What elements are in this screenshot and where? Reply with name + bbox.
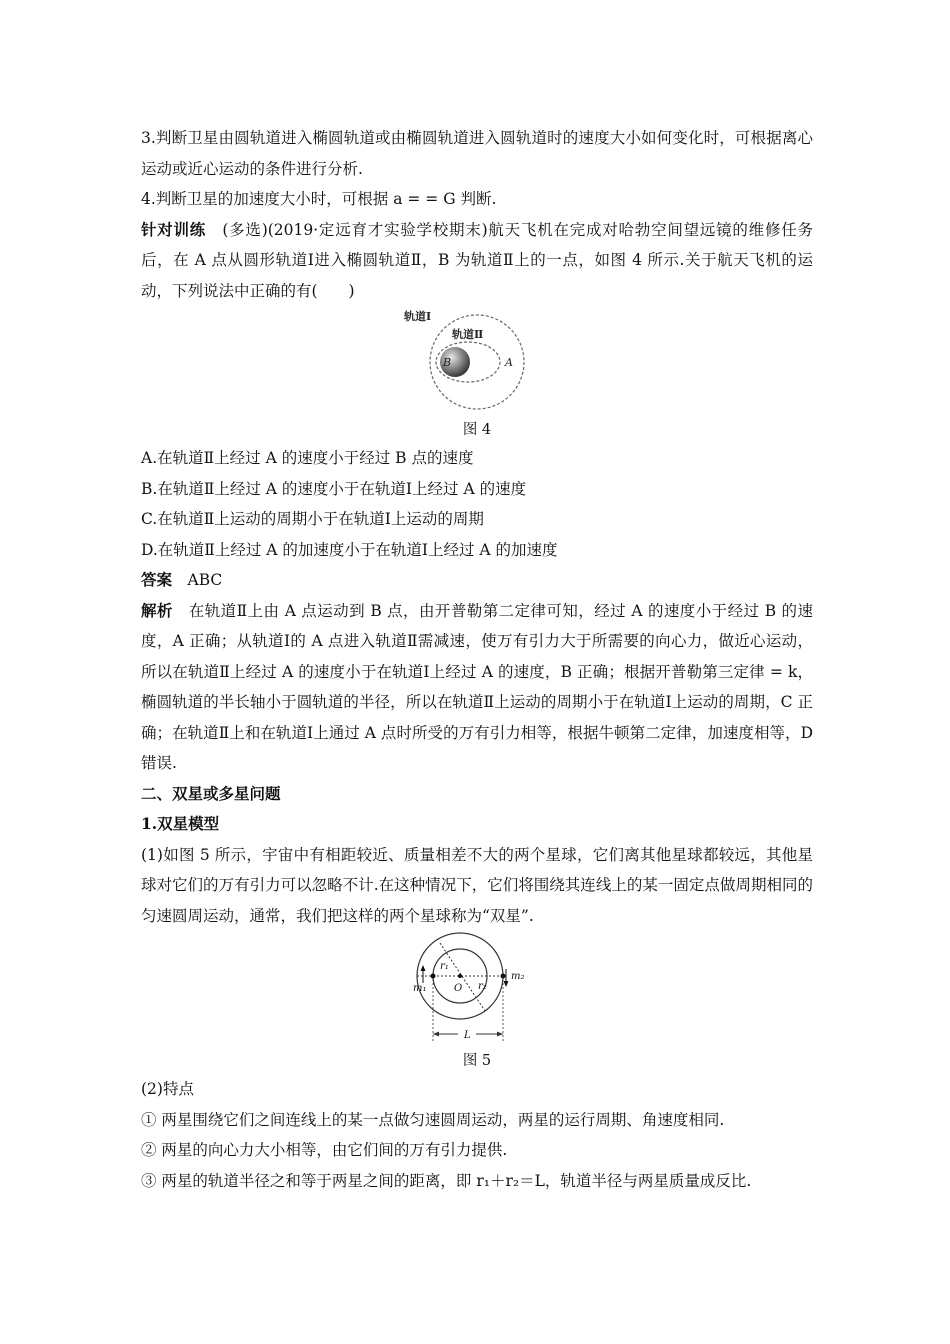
feature-2: ② 两星的向心力大小相等，由它们间的万有引力提供. [141,1141,508,1159]
features-title: (2)特点 [141,1080,194,1098]
figure-5 [141,931,813,1047]
figure-4-caption: 图 4 [462,422,492,438]
l-arrow-right-icon [497,1032,503,1037]
option-d: D.在轨道Ⅱ上经过 A 的加速度小于在轨道Ⅰ上经过 A 的加速度 [141,540,558,559]
r1-label: r₁ [440,961,449,972]
diameter-line [440,943,485,1011]
star-2 [501,974,506,979]
center-point [458,974,462,978]
arrow-head-2-icon [504,981,509,987]
document-page [141,123,813,1196]
binary-paragraph: (1)如图 5 所示，宇宙中有相距较近、质量相差不大的两个星球，它们离其他星球都较远，其他星球对它们的万有引力可以忽略不计.在这种情况下，它们将围绕其连线上的某一固定点做周期相同的匀速圆周运动，通常，我们把这样的两个星球称为“双星”. [141,845,813,925]
exercise-text: (多选)(2019·定远育才实验学校期末)航天飞机在完成对哈勃空间望远镜的维修任务后，在 A 点从圆形轨道Ⅰ进入椭圆轨道Ⅱ，B 为轨道Ⅱ上的一点，如图 4 所示.关于航天飞机的运动，下列说法中正确的有( ) [141,220,813,300]
subsection-1-title: 1.双星模型 [141,814,220,833]
orbit-1-label: 轨道Ⅰ [404,310,432,323]
paragraph-3: 3.判断卫星由圆轨道进入椭圆轨道或由椭圆轨道进入圆轨道时的速度大小如何变化时，可根据离心运动或近心运动的条件进行分析. [141,129,813,178]
exercise-paragraph [141,215,813,307]
option-c: C.在轨道Ⅱ上运动的周期小于在轨道Ⅰ上运动的周期 [141,510,484,528]
figure-5-caption: 图 5 [462,1053,492,1069]
answer-value: ABC [172,571,223,589]
figure-4 [141,306,813,416]
arrow-head-1-icon [421,965,426,971]
orbit-diagram [402,306,552,412]
answer-line [141,565,813,596]
analysis-text: 在轨道Ⅱ上由 A 点运动到 B 点，由开普勒第二定律可知，经过 A 的速度小于经过 B 的速度，A 正确；从轨道Ⅰ的 A 点进入轨道Ⅱ需减速，使万有引力大于所需要的向心力，做近心运动，所以在轨道Ⅱ上经过 A 的速度小于在轨道Ⅰ上经过 A 的速度，B 正确；根据开普勒第三定律 = k，椭圆轨道的半长轴小于圆轨道的半径，所以在轨道Ⅱ上运动的周期小于在轨道Ⅰ上运动的周期，C 正确；在轨道Ⅱ上和在轨道Ⅰ上通过 A 点时所受的万有引力相等，根据牛顿第二定律，加速度相等，D 错误. [141,601,813,772]
l-label: L [464,1030,471,1041]
r2-label: r₂ [478,981,487,992]
point-b-label: B [443,356,452,369]
paragraph-4: 4.判断卫星的加速度大小时，可根据 a = = G 判断. [141,190,497,208]
orbit-2-label: 轨道Ⅱ [452,328,484,341]
answer-label: 答案 [141,570,173,589]
point-a-label: A [505,356,513,369]
option-b: B.在轨道Ⅱ上经过 A 的速度小于在轨道Ⅰ上经过 A 的速度 [141,479,527,498]
o-label: O [454,983,463,994]
binary-star-diagram [412,931,542,1043]
exercise-label: 针对训练 [141,219,207,239]
option-a: A.在轨道Ⅱ上经过 A 的速度小于经过 B 点的速度 [141,449,474,467]
feature-3: ③ 两星的轨道半径之和等于两星之间的距离，即 r₁＋r₂＝L，轨道半径与两星质量成反比. [141,1171,752,1190]
analysis-paragraph [141,596,813,779]
l-arrow-left-icon [433,1032,439,1037]
analysis-label: 解析 [141,600,173,620]
star-1 [431,974,436,979]
m1-label: m₁ [413,983,427,994]
section-2-title: 二、双星或多星问题 [141,783,281,803]
m2-label: m₂ [511,971,525,982]
feature-1: ① 两星围绕它们之间连线上的某一点做匀速圆周运动，两星的运行周期、角速度相同. [141,1110,725,1129]
